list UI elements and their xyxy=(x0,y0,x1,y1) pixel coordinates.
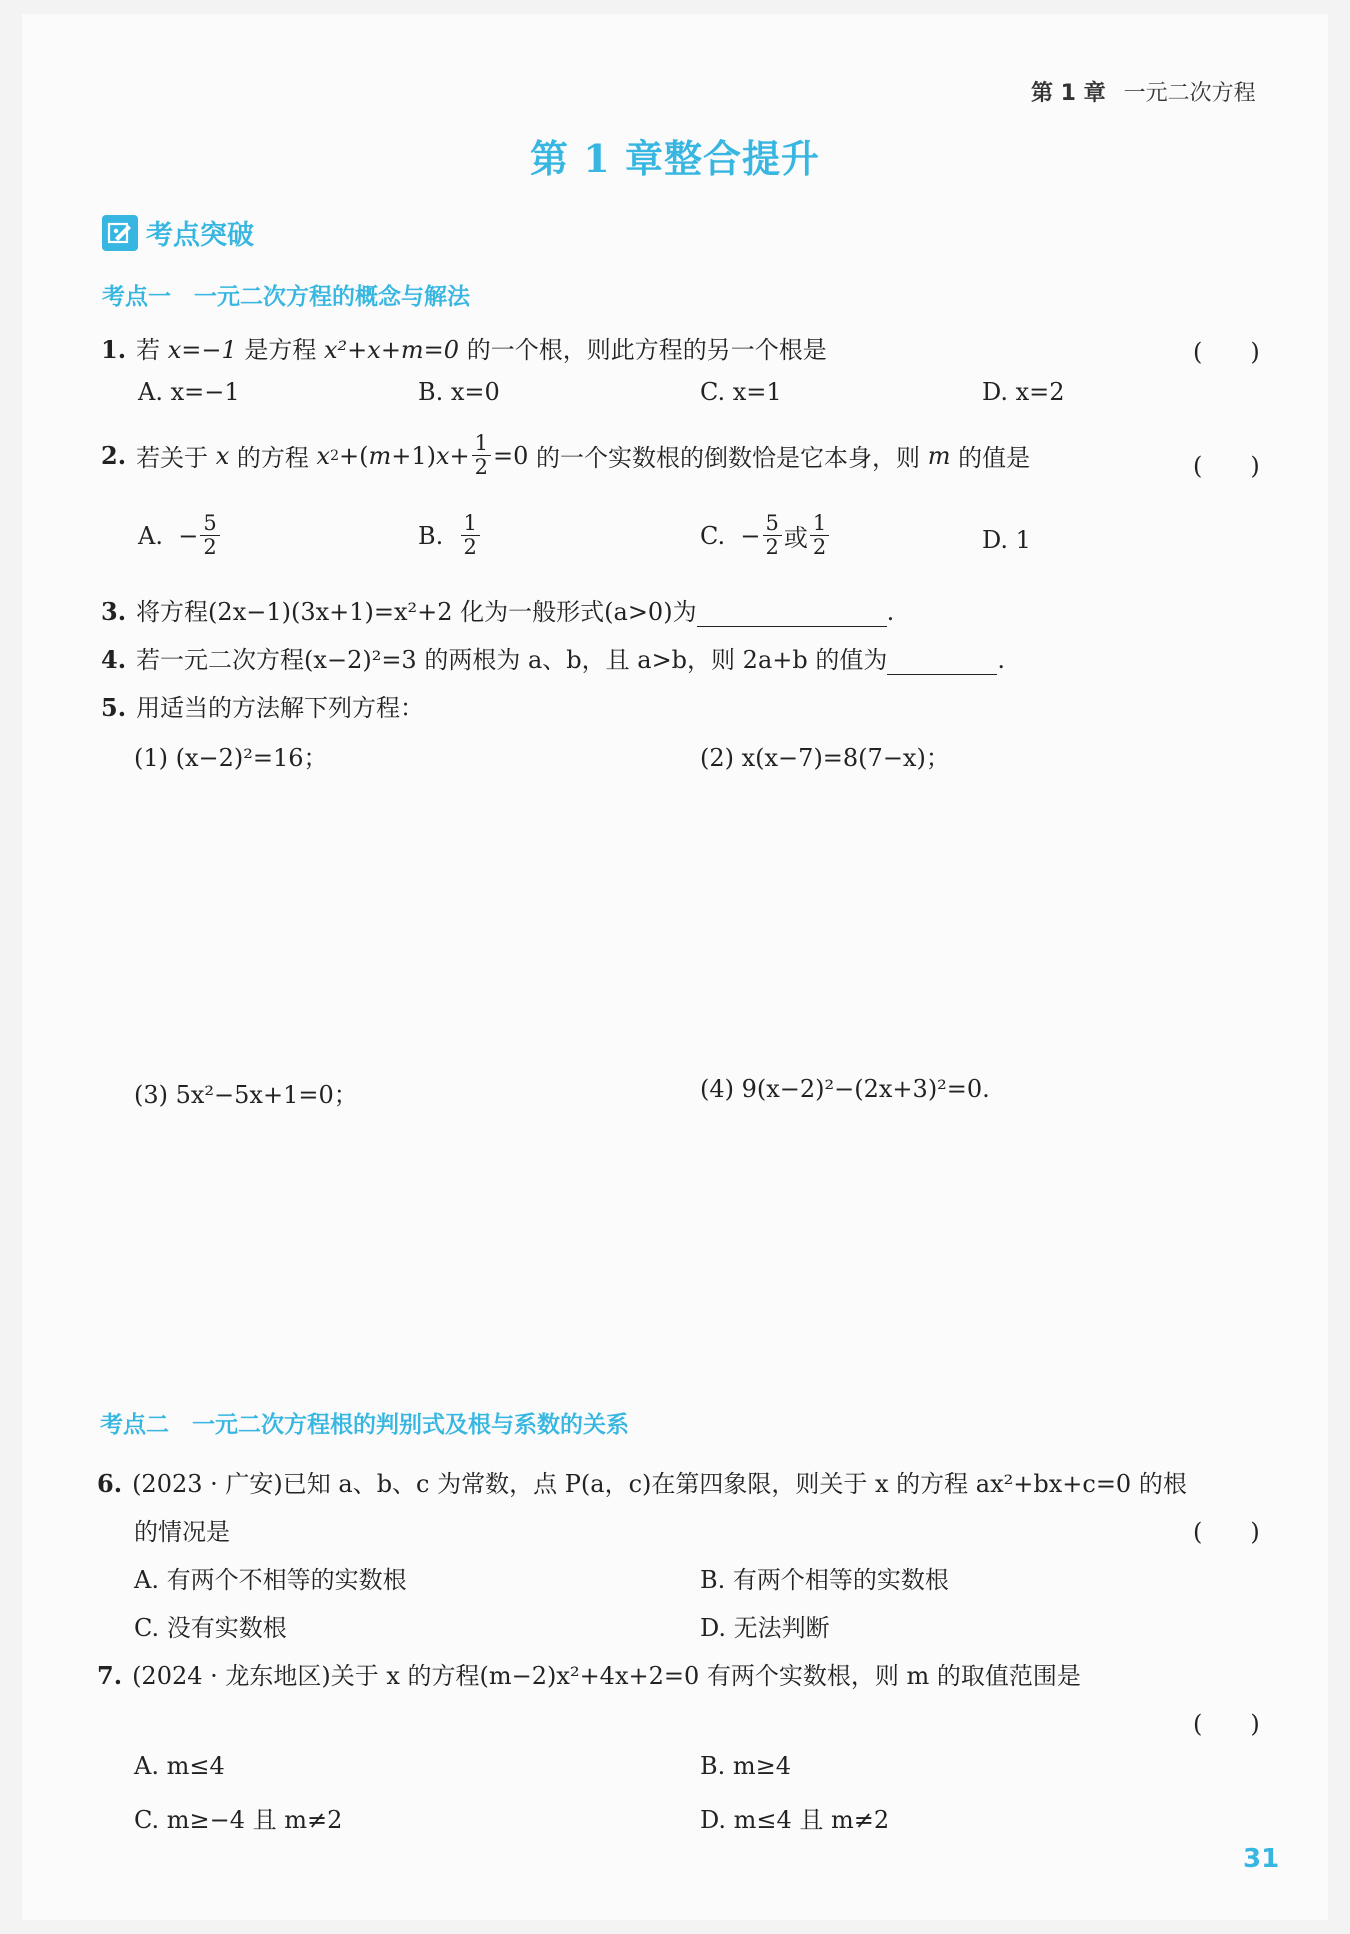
chapter-subject: 一元二次方程 xyxy=(1123,81,1256,106)
q5-text: 用适当的方法解下列方程： xyxy=(136,694,425,722)
q6-option-b: B. 有两个相等的实数根 xyxy=(700,1566,949,1594)
q2-text-c: 的一个实数根的倒数恰是它本身，则 xyxy=(536,444,921,473)
question-2: 2. 若关于 x 的方程 x 2 +( m +1) x + $\frac{1}{2}$ =0 的一个实数根的倒数恰是它本身，则 m 的值是 xyxy=(101,431,1031,480)
answer-paren: ( ) xyxy=(1193,1710,1260,1738)
q5-part-1: (1) (x−2)²=16； xyxy=(134,744,328,772)
q1-eq1: x=−1 xyxy=(167,336,237,364)
q2-text-b: 的方程 xyxy=(236,444,309,473)
q5-part-4: (4) 9(x−2)²−(2x+3)²=0. xyxy=(700,1075,990,1103)
question-number: 5. xyxy=(101,693,127,722)
q5-part-3: (3) 5x²−5x+1=0； xyxy=(134,1081,358,1109)
section-header xyxy=(102,213,254,252)
q6-line1: (2023 · 广安)已知 a、b、c 为常数，点 P(a，c)在第四象限，则关于 x 的方程 ax²+bx+c=0 的根 xyxy=(132,1470,1187,1498)
q7-option-d: D. m≤4 且 m≠2 xyxy=(700,1806,890,1834)
q1-text-b: 是方程 xyxy=(244,336,317,364)
q3-text: 将方程(2x−1)(3x+1)=x²+2 化为一般形式(a>0)为 xyxy=(136,598,697,626)
q2-option-c: C. − $\frac{5}{2}$ 或 $\frac{1}{2}$ xyxy=(700,512,831,559)
question-number: 3. xyxy=(101,597,127,626)
question-3: 3. 将方程(2x−1)(3x+1)=x²+2 化为一般形式(a>0)为 . xyxy=(101,597,895,626)
q1-option-d: D. x=2 xyxy=(982,378,1065,406)
q4-text: 若一元二次方程(x−2)²=3 的两根为 a、b，且 a>b，则 2a+b 的值为 xyxy=(136,646,888,674)
topic-heading-1: 考点一 一元二次方程的概念与解法 xyxy=(102,284,470,310)
q6-option-c: C. 没有实数根 xyxy=(134,1614,287,1642)
q1-option-c: C. x=1 xyxy=(700,378,782,406)
running-header xyxy=(1031,76,1256,107)
answer-paren: ( ) xyxy=(1193,338,1260,366)
topic-heading-2: 考点二 一元二次方程根的判别式及根与系数的关系 xyxy=(100,1412,629,1438)
q1-text-c: 的一个根，则此方程的另一个根是 xyxy=(466,336,827,364)
q7-option-a: A. m≤4 xyxy=(134,1752,225,1780)
chapter-number: 第 1 章 xyxy=(1031,81,1106,106)
question-1 xyxy=(101,330,827,365)
answer-paren: ( ) xyxy=(1193,1518,1260,1546)
q2-option-a: A. − $\frac{5}{2}$ xyxy=(138,512,222,559)
question-6 xyxy=(97,1464,1187,1499)
page-number: 31 xyxy=(1243,1844,1280,1874)
question-4: 4. 若一元二次方程(x−2)²=3 的两根为 a、b，且 a>b，则 2a+b 的值为 . xyxy=(101,645,1005,674)
q7-line1: (2024 · 龙东地区)关于 x 的方程(m−2)x²+4x+2=0 有两个实数根，则 m 的取值范围是 xyxy=(132,1662,1081,1690)
q6-option-d: D. 无法判断 xyxy=(700,1614,830,1642)
question-5 xyxy=(101,688,424,723)
section-label: 考点突破 xyxy=(146,220,254,251)
pencil-target-icon xyxy=(102,215,138,251)
q2-text-a: 若关于 xyxy=(136,444,209,473)
q2-option-b: B. $\frac{1}{2}$ xyxy=(418,512,482,559)
question-number: 4. xyxy=(101,645,127,674)
answer-blank[interactable] xyxy=(697,626,887,627)
q1-option-a: A. x=−1 xyxy=(138,378,240,406)
question-number: 1. xyxy=(101,335,127,364)
q1-text-a: 若 xyxy=(136,336,161,364)
question-7 xyxy=(97,1656,1081,1691)
question-number: 7. xyxy=(97,1661,123,1690)
q2-text-d: 的值是 xyxy=(958,444,1031,473)
q6-line2: 的情况是 xyxy=(134,1518,230,1546)
answer-blank[interactable] xyxy=(887,674,997,675)
q2-option-d: D. 1 xyxy=(982,526,1031,554)
q6-option-a: A. 有两个不相等的实数根 xyxy=(134,1566,407,1594)
question-number: 2. xyxy=(101,441,127,471)
fraction-one-half: $\frac{1}{2}$ xyxy=(472,432,491,479)
q7-option-c: C. m≥−4 且 m≠2 xyxy=(134,1806,343,1834)
question-number: 6. xyxy=(97,1469,123,1498)
page-title: 第 1 章整合提升 xyxy=(530,136,820,181)
q7-option-b: B. m≥4 xyxy=(700,1752,792,1780)
q1-option-b: B. x=0 xyxy=(418,378,500,406)
answer-paren: ( ) xyxy=(1193,452,1260,480)
q1-eq2: x²+x+m=0 xyxy=(324,336,460,364)
q5-part-2: (2) x(x−7)=8(7−x)； xyxy=(700,744,950,772)
